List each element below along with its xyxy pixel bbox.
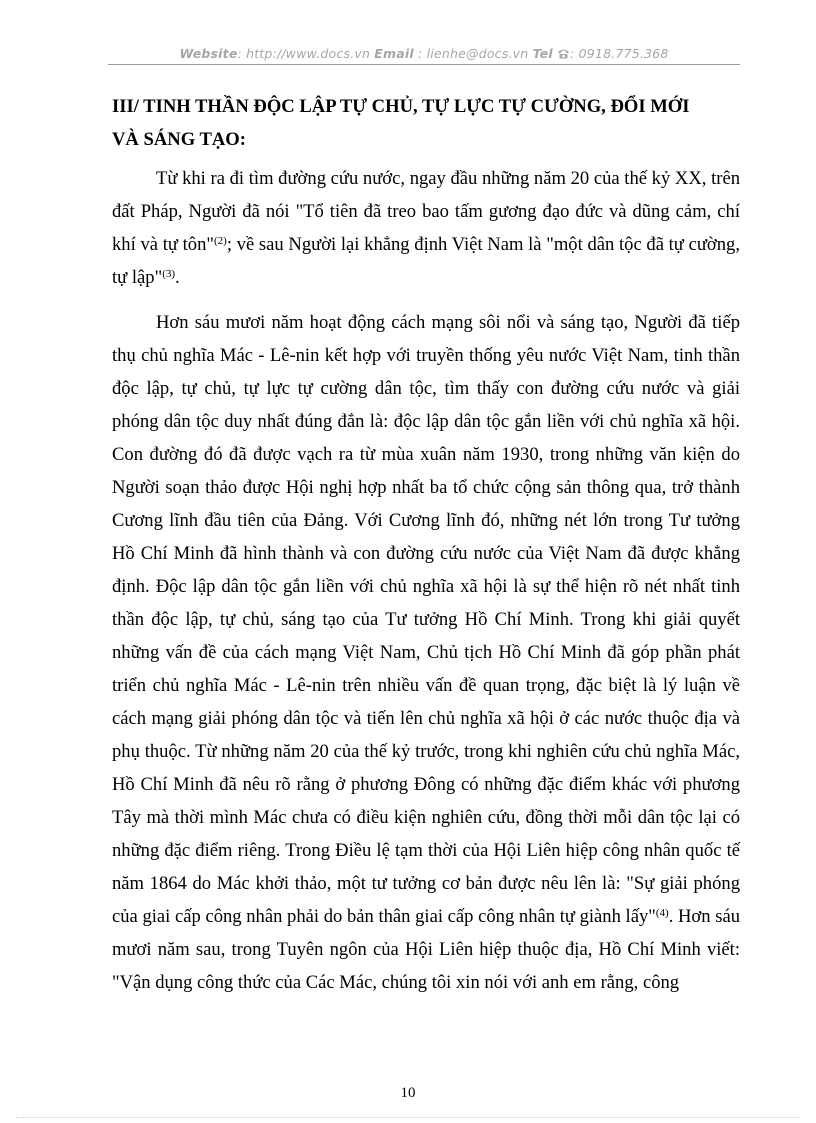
tel-label: Tel: [532, 46, 553, 61]
section-heading-line2: VÀ SÁNG TẠO:: [112, 129, 246, 150]
page-body: [112, 90, 740, 1011]
page-header: [108, 46, 740, 61]
tel-value: : 0918.775.368: [570, 46, 669, 61]
website-label: Website: [179, 46, 238, 61]
page-bottom-border: [16, 1117, 800, 1118]
paragraph-2: [112, 306, 740, 999]
paragraph-2-text-b: . Hơn sáu mươi năm sau, trong Tuyên ngôn của Hội Liên hiệp thuộc địa, Hồ Chí Minh viết: "Vận dụng công thức của Các Mác, chúng tôi xin nói với anh em rằng, công: [112, 906, 741, 993]
paragraph-1-text-b: ; về sau Người lại khẳng định Việt Nam là "một dân tộc đã tự cường, tự lập": [112, 234, 740, 288]
header-divider: [108, 64, 740, 65]
footnote-ref-2: (2): [213, 235, 227, 247]
email-value: : lienhe@docs.vn: [418, 46, 529, 61]
paragraph-1-text-c: .: [175, 267, 180, 288]
page-number: 10: [400, 1085, 416, 1101]
footnote-ref-3: (3): [162, 268, 176, 280]
paragraph-1-text-a: Từ khi ra đi tìm đường cứu nước, ngay đầu những năm 20 của thế kỷ XX, trên đất Pháp, Người đã nói "Tổ tiên đã treo bao tấm gương đạo đức và dũng cảm, chí khí và tự tôn": [112, 168, 740, 255]
section-heading-line1: III/ TINH THẦN ĐỘC LẬP TỰ CHỦ, TỰ LỰC TỰ CƯỜNG, ĐỔI MỚI: [112, 96, 690, 117]
paragraph-2-text-a: Hơn sáu mươi năm hoạt động cách mạng sôi nổi và sáng tạo, Người đã tiếp thụ chủ nghĩa Mác - Lê-nin kết hợp với truyền thống yêu nước Việt Nam, tinh thần độc lập, tự chủ, tự lực tự cường dân tộc, tìm thấy con đường cứu nước và giải phóng dân tộc duy nhất đúng đắn là: độc lập dân tộc gắn liền với chủ nghĩa xã hội. Con đường đó đã được vạch ra từ mùa xuân năm 1930, trong những văn kiện do Người soạn thảo được Hội nghị hợp nhất ba tổ chức cộng sản thông qua, trở thành Cương lĩnh đầu tiên của Đảng. Với Cương lĩnh đó, những nét lớn trong Tư tưởng Hồ Chí Minh đã hình thành và con đường cứu nước của Việt Nam đã được khẳng định. Độc lập dân tộc gắn liền với chủ nghĩa xã hội là sự thể hiện rõ nét nhất tinh thần độc lập, tự chủ, sáng tạo của Tư tưởng Hồ Chí Minh. Trong khi giải quyết những vấn đề của cách mạng Việt Nam, Chủ tịch Hồ Chí Minh đã góp phần phát triển chủ nghĩa Mác - Lê-nin trên nhiều vấn đề quan trọng, đặc biệt là lý luận về cách mạng giải phóng dân tộc và tiến lên chủ nghĩa xã hội ở các nước thuộc địa và phụ thuộc. Từ những năm 20 của thế kỷ trước, trong khi nghiên cứu chủ nghĩa Mác, Hồ Chí Minh đã nêu rõ rằng ở phương Đông có những đặc điểm khác với phương Tây mà thời mình Mác chưa có điều kiện nghiên cứu, đồng thời mỗi dân tộc lại có những đặc điểm riêng. Trong Điều lệ tạm thời của Hội Liên hiệp công nhân quốc tế năm 1864 do Mác khởi thảo, một tư tưởng cơ bản được nêu lên là: "Sự giải phóng của giai cấp công nhân phải do bản thân giai cấp công nhân tự giành lấy": [112, 312, 740, 927]
section-heading: [112, 90, 740, 156]
footnote-ref-4: (4): [655, 907, 669, 919]
phone-icon: [557, 46, 570, 61]
paragraph-1: [112, 162, 740, 294]
website-value: : http://www.docs.vn: [237, 46, 371, 61]
email-label: Email: [374, 46, 414, 61]
